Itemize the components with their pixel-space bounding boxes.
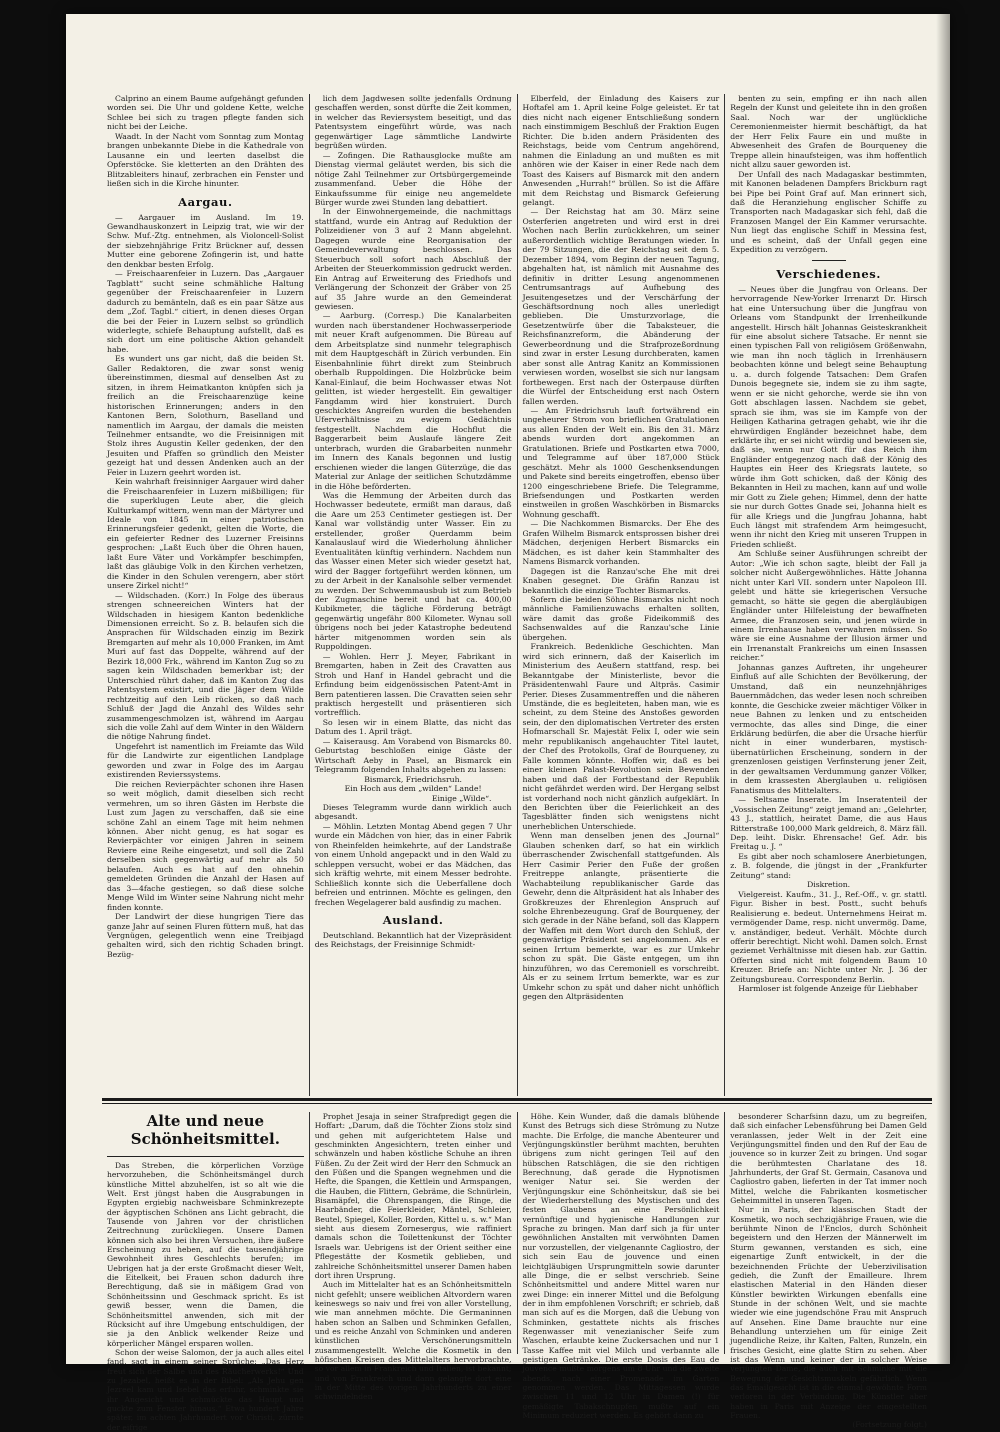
article-text: Waadt. In der Nacht vom Sonntag zum Montag brangen unbekannte Diebe in die Kathedrale von Lausanne ein und leerten daselbst die Opferstöcke. Sie kletterten an den Drähten des Blitzableiters hinauf, zerbrachen ein Fenster und ließen sich in die Kirche hinunter.	[107, 131, 304, 189]
article-text: — Seltsame Inserate. Im Inseratenteil der „Vossischen Zeitung“ zeigt jemand an: „Gelehrter, 43 J., stattlich, heiratet Dame, die aus Haus Ritterstraße 100,000 Mark geldreich, 8. März fäll. Dep. leiht. Diskr. Ehrensache! Gef. Adr. bis Freitag u. J. “	[730, 795, 927, 852]
article-text: Wenn man denselben jenen des „Journal“ Glauben schenken darf, so hat ein wirklich überraschender Zwischenfall stattgefunden. Als Herr Casimir Perier den Fuße der großen Freitreppe anlangte, präsentierte die Wachabteilung republikanischer Garde das Gewehr, denn die Altpräsident hat als Inhaber des Großkreuzes der Ehrenlegion Anspruch auf solche Ehrenbezeugung. Graf de Bourqueney, der sich gerade in der Nähe befand, soll das Klappern der Waffen mit dem Wort durch den Schluß, der gegenwärtige Präsident sei angekommen. Als er seinen Irrtum bemerkte, war es zur Umkehr schon zu spät. Die Gäste entgegen, um ihn hinzuführen, wo das Ceremoniell es vorschreibt. Als er zu seinem Irrtum bemerkte, war es zur Umkehr schon zu spät und daher nicht unhöflich gegen den Altpräsidenten	[522, 831, 720, 1002]
article-text: Dagegen ist die Ranzau'sche Ehe mit drei Knaben gesegnet. Die Gräfin Ranzau ist bekanntlich die einzige Tochter Bismarcks.	[522, 566, 720, 595]
article-text: Der Landwirt der diese hungrigen Tiere das ganze Jahr auf seinen Fluren füttern muß, hat das Vergnügen, gelegentlich wenn eine Treibjagd gehalten wird, sich den richtig Schaden bringt. Bezüg-	[107, 912, 304, 959]
article-text: — Möhlin. Letzten Montag Abend gegen 7 Uhr wurde ein Mädchen von hier, das in einer Fabrik von Rheinfelden heimkehrte, auf der Landstraße von einem Unhold angepackt und in den Wald zu schleppen versucht, wobei er das Mädchen, das sich kräftig wehrte, mit einem Messer bedrohte. Schließlich konnte sich die Ueberfallene doch befreien und entrinnen. Möchte es gelingen, den frechen Wegelagerer bald ausfindig zu machen.	[314, 821, 512, 907]
feuilleton-rule	[102, 1098, 932, 1101]
column-1	[102, 94, 309, 1096]
article-text: — Die Nachkommen Bismarcks. Der Ehe des Grafen Wilhelm Bismarck entsprossen bisher drei Mädchen, derjenigen Herbert Bismarcks ein Mädchen, es ist daher kein Stammhalter des Namens Bismarck vorhanden.	[522, 519, 720, 567]
article-text: Am Schluße seiner Ausführungen schreibt der Autor: „Wie ich schon sagte, bleibt der Fall ja solcher nicht Außergewöhnliches. Hätte Johanna nicht unter Karl VII. sondern unter Napoleon III. gelebt und hätte sie kriegerischen Versuche gemacht, so hätte sie gegen die abergläubigen Engländer unter Hilfeleistung der bewaffneten Armee, die Franzosen sein, und jenen würde in einem Irrenhause haben verwahren müssen. So wäre sie eine Ausnahme der Illusion ärmer und ein Irrenanstalt Frankreichs um einen Insassen reicher.“	[730, 549, 927, 663]
article-text: In der Einwohnergemeinde, die nachmittags stattfand, wurde ein Antrag auf Reduktion der Polizeidiener von 3 auf 2 Mann abgelehnt. Dagegen wurde eine Reorganisation der Gemeindeverwaltung beschlossen. Das Steuerbuch soll sofort nach Abschluß der Arbeiten der Steuerkommission gedruckt werden. Ein Antrag auf Erweiterung des Friedhofs und Verlängerung der Schonzeit der Gräber von 25 auf 35 Jahre wurde an den Gemeinderat gewiesen.	[314, 207, 512, 311]
column-4	[724, 94, 932, 1096]
article-text: Frankreich. Bedenkliche Geschichten. Man wird sich erinnern, daß der Kaiserlich im Ministerium des Aeußern stattfand, resp. bei Bekanntgabe der Ministerliste, bevor die Präsidentenwahl Faure und Altpräs. Casimir Perier. Dieses Zusammentreffen und die näheren Umstände, die es begleiteten, haben man, wie es scheint, zu dem Steine des Anstoßes geworden sein, der den diplomatischen Vertreter des ersten Hofmarschall Sr. Majestät Felix I, oder wie sein mehr republikanisch angehauchter Titel lautet, der Chef des Protokolls, Graf de Bourqueney, zu Falle kommen könnte. Hoffen wir, daß es bei einer kleinen Palast-Revolution sein Bewenden haben und daß der Fortbestand der Republik nicht gefährdet werden wird. Der Hergang selbst ist vorderhand noch nicht gänzlich aufgeklärt. In den Berichten über die Feierlichkeit an des Tagesblätter finden sich wenigstens nicht unerheblichen Unterschiede.	[522, 642, 720, 831]
article-text: Nur in Paris, der klassischen Stadt der Kosmetik, wo noch sechzigjährige Frauen, wie die berühmte Ninon de l'Enclos, durch Schönheit begeistern und den Herzen der Männerwelt im Sturm gewannen, verstanden es sich, eine eigenartige Zunft entwickelt, in der die bezeichnenden Früchte der Ueberzivilisation gedieh, die Zunft der Emailleure. Ihrem elastischen Material in den Händen dieser Künstler bewirkten Wirkungen ebenfalls eine Stunde in der schönen Welt, und sie machte wieder wie eine jugendschöne Frau mit Anspruch auf Ansehen. Eine Dame brauchte nur eine Behandlung unterziehen um für einige Zeit jugendliche Reize, ihr Kalten, Falten, Runzeln, ein frisches Gesicht, eine glatte Stirn zu sehen. Aber ist das Wenn und keiner der in solcher Weise verjüngten Dame, die auch mit Schminke mit die Bewegung der Gesichtsmuskeln gefährlich. Wenn das Emailgesicht ist in die einmal gewöhnte Form verloren in der Verbindung. Die Künstler aber haben in Paris mit Anzeige der eingestellten Frauen.	[730, 1205, 927, 1420]
section-heading-ausland: Ausland.	[382, 912, 444, 927]
article-text: benten zu sein, empfing er ihn nach allen Regeln der Kunst und geleitete ihn in den großen Saal. Noch war der unglückliche Ceremonienmeister hiermit beschäftigt, da hat der Herr Felix Faure ein und mußte in Abwesenheit des Grafen de Bourqueney die Treppe allein hinaufsteigen, was ihm hoffentlich nicht allzu sauer geworden ist.	[730, 94, 927, 170]
feuilleton-rule-thin	[102, 1103, 932, 1104]
article-text: Das Streben, die körperlichen Vorzüge hervorzuheben, die Schönheitsmängel durch künstliche Mittel abzuhelfen, ist so alt wie die Welt. Erst jüngst haben die Ausgrabungen in Egypten ergiebig nachweisbare Schminkrezepte der ägyptischen Schönen ans Licht gebracht, die Tausende von Jahren vor der christlichen Zeitrechnung zurückliegen. Unsere Damen können sich also bei ihren Versuchen, ihre äußere Erscheinung zu heben, auf die tausendjährige Gewohnheit ihres Geschlechts berufen; im Uebrigen hat ja der erste Großmacht dieser Welt, die Eitelkeit, bei Frauen schon dadurch ihre Berechtigung, daß sie in mäßigem Grad von Schönheitssinn und Geschmack spricht. Es ist gewiß besser, wenn die Damen, die Schönheitsmittel anwenden, sich mit der Rücksicht auf ihre Umgebung entschuldigen, der sie ja den Anblick welkender Reize und körperlicher Mängel ersparen wollen.	[107, 1161, 304, 1348]
article-text: Calprino an einem Baume aufgehängt gefunden worden sei. Die Uhr und goldene Kette, welche Schlee bei sich zu tragen pflegte fanden sich nicht bei der Leiche.	[107, 94, 304, 132]
article-text: Es wundert uns gar nicht, daß die beiden St. Galler Redaktoren, die zwar sonst wenig übereinstimmen, diesmal auf denselben Ast zu sitzen, in ihrem Heimatkanton knüpfen sich ja freilich an die Freischaarenzüge keine historischen Erinnerungen; anders in den Kantonen Bern, Solothurn, Baselland und namentlich im Aargau, der damals die meisten Teilnehmer entsandte, wo die Freisinnigen mit Stolz ihres Augustin Keller gedenken, der den Jesuiten und Pfaffen so gründlich den Meister gezeigt hat und dessen Andenken auch an der Feier in Luzern geehrt worden ist.	[107, 354, 304, 477]
article-text: — Aargauer im Ausland. Im 19. Gewandhauskonzert in Leipzig trat, wie wir der Schw. Muf.-Ztg. entnehmen, als Violoncell-Solist der siebzehnjährige Fritz Brückner auf, dessen Mutter eine geborene Zofingerin ist, und hatte den denkbar besten Erfolg.	[107, 212, 304, 269]
section-divider	[812, 260, 846, 261]
article-text: Harmloser ist folgende Anzeige für Liebhaber	[738, 984, 918, 994]
article-text: — Freischaarenfeier in Luzern. Das „Aargauer Tagblatt“ sucht seine schmähliche Haltung gegenüber der Freischaarenfeier in Luzern dadurch zu bemänteln, daß es ein paar Sätze aus dem „Zof. Tagbl.“ citiert, in denen dieses Organ die bei der Feier in Luzern selbst so gründlich widerlegte, schiefe Behauptung aufstellt, daß es sich dort um eine politische Aktion gehandelt habe.	[107, 269, 304, 354]
page-edge-shadow	[936, 14, 950, 1364]
feuilleton-columns	[102, 1112, 932, 1432]
feuilleton-column-3	[517, 1112, 725, 1420]
article-text: Ungefehrt ist namentlich im Freiamte das Wild für die Landwirte zur eigentlichen Landplage geworden und zwar in Folge des im Aargau existirenden Revierssystems.	[107, 741, 304, 780]
feuilleton-title-box	[107, 1112, 304, 1157]
article-text: Höhe. Kein Wunder, daß die damals blühende Kunst des Betrugs sich diese Strömung zu Nutze machte. Die Erfolge, die manche Abenteurer und Verjüngungskünstler berühmt machten, beruhten übrigens zum nicht geringen Teil auf den hübschen Ratschlägen, die sie den richtigen Berechnung, daß gerade die Hypnotismen weniger Natur sei. Sie werden der Verjüngungskur eine Schönheitskur, daß sie bei der Wiederherstellung des Mystischen und des festen Glaubens an eine Persönlichkeit vernünftige und hygienische Handlungen zur Sprache zu bringen. Man darf sich ja für unter gewöhnlichen Anstalten mit verwöhnten Damen nur vorzustellen, der vielgenannte Cagliostro, der sich sein Eau de jouvence und einen leichtgläubigen Ursprungmitteln sowie darunter alle Dinge, die er selbst verschrieb. Seine Schönheitsmittel und andere Mittel waren nur zwei Dinge: ein innerer Mittel und die Befolgung der in ihm empfohlenen Vorschrift; er schrieb, daß man sich auf es die Morgen, daß die Uebung von Schminken, gestattete nichts als frisches Regenwasser mit venezianischer Seife zum Waschen, erlaubte keine Zuckersachen und nur 1 Tasse Kaffee mit viel Milch und verbannte alle geistigen Getränke. Die erste Dosis des Eau de jouvence mußte morgens um 8 Uhr und die zweite abends, nach einer Promenade im Garten genommen werden. Das Mittagessen wurde zwischen 11 und 12 Uhr in Damen (!) für gemäßigte Tabakschnupfen mußte auf ein Minimum reduziert werden. Es gehört dann zu	[522, 1112, 720, 1420]
article-text: — Der Reichstag hat am 30. März seine Osterferien angetreten und wird erst in drei Wochen nach Berlin zurückkehren, um seiner außerordentlich wichtige Beratungen wieder. In der 79 Sitzungen, die der Reichstag seit dem 5. Dezember 1894, vom Beginn der neuen Tagung, abgehalten hat, ist nämlich mit Ausnahme des definitiv in dritter Lesung angenommenen Centrumsantrags auf Aufhebung des Jesuitengesetzes und der Verschärfung der Geschäftsordnung noch alles unerledigt geblieben. Die Umsturzvorlage, die Gesetzentwürfe über die Tabaksteuer, die Reichsfinanzreform, die Abänderung der Gewerbeordnung und die Strafprozeßordnung sind zwar in erster Lesung durchberaten, kamen aber sonst alle Antrag Kanitz an Kommissionen verwiesen worden, woselbst sie sich nur langsam fortbewegen. Erst nach der Osterpause dürften die Würfel der Entscheidung erst nach Ostern fallen werden.	[522, 207, 720, 406]
article-text: Johannas ganzes Auftreten, ihr ungeheurer Einfluß auf alle Schichten der Bevölkerung, der Umstand, daß ein neunzehnjähriges Bauernmädchen, das weder lesen noch schreiben konnte, die Geschicke zweier mächtiger Völker in neue Bahnen zu lenken und zu entscheiden vermochte, das alles sind Dinge, die einer Erklärung bedürfen, die aber die Ursache hierfür nicht in einer wunderbaren, mystisch-übernatürlichen Erscheinung, sondern in der grenzenlosen geistigen Verfinsterung jener Zeit, in der gewaltsamen Verdummung ganzer Völker, in dem krassesten Aberglauben u. religiösen Fanatismus des Mittelalters.	[730, 662, 927, 795]
section-heading-verschiedenes: Verschiedenes.	[776, 266, 881, 281]
telegram-signature: Einige „Wilde“.	[431, 793, 492, 803]
article-text: lich dem Jagdwesen sollte jedenfalls Ordnung geschaffen werden, sonst dürfte die Zeit kommen, in welcher das Reviersystem beseitigt, und das Patentsystem eingeführt würde, was nach gegenwärtiger Lage sämmtliche Landwirte begrüßen würden.	[314, 94, 512, 151]
feuilleton-column-1	[102, 1112, 309, 1432]
article-text: Deutschland. Bekanntlich hat der Vizepräsident des Reichstags, der Freisinnige Schmidt-	[314, 930, 512, 950]
ad-heading: Diskretion.	[807, 880, 851, 890]
article-text: Sofern die beiden Söhne Bismarcks nicht noch männliche Familienzuwachs erhalten sollten, wäre damit das große Fideikommiß des Sachsenwaldes auf die Ranzau'sche Linie übergehen.	[522, 595, 720, 642]
article-text: Schon der weise Salomon, der ja auch alles eitel fand, sagt in einem seiner Sprüche: „Das Herz freut sich der Salbe und des Räucherwerks!“ Und zu Jezabel, heißt es in der Bibel: „Als Jehu gen Jezreel kam und Isebel das erfuhr, schminkte sie ihr Angesicht und schmückte das Haupt und guckte zum Fenster hinaus.“ Etwa hundert Jahre später, im achten Jahrhundert vor Christi, zürnte der eifrige	[107, 1347, 304, 1432]
article-text: Prophet Jesaja in seiner Strafpredigt gegen die Hoffart: „Darum, daß die Töchter Zions stolz sind und gehen mit aufgerichtetem Halse und geschminkten Angesichtern, treten einher und schwänzeln und haben köstliche Schuhe an ihren Füßen. Zu der Zeit wird der Herr den Schmuck an den Füßen und die Spangen wegnehmen und die Hefte, die Spangen, die Kettlein und Armspangen, die Hauben, die Flittern, Gebräme, die Schnürlein, Bisamäpfel, die Ohrenspangen, die Ringe, die Haarbänder, die Feierkleider, Mäntel, Schleier, Beutel, Spiegel, Koller, Borden, Kittel u. s. w.“ Man sieht aus diesem Zornesergus, wie raffiniert damals schon die Toilettenkunst der Töchter Israels war. Uebrigens ist der Orient seither eine Pflegestätte der Kosmetik geblieben, und zahlreiche Schönheitsmittel unserer Damen haben dort ihren Ursprung.	[314, 1112, 512, 1280]
article-text: — Wildschaden. (Korr.) In Folge des überaus strengen schneereichen Winters hat der Wildschaden in hiesigem Kanton bedenkliche Dimensionen erreicht. So z. B. belaufen sich die Ansprachen für Wildschaden einzig im Bezirk Bremgarten auf mehr als 10,000 Franken, im Amt Muri auf fast das Doppelte, während auf der Bezirk 18,000 Frk., während im Kanton Zug so zu sagen kein Wildschaden bemerkbar ist; der Unterschied rührt daher, daß im Kanton Zug das Patentsystem existirt, und die Jäger dem Wilde rechtzeitig auf den Leib rücken, so daß nach Schluß der Jagd die Anzahl des Wildes sehr zusammengeschmolzen ist, während im Aargau sich die volle Zahl auf dem Winter in den Wäldern die nötige Nahrung findet.	[107, 590, 304, 742]
article-text: — Am Friedrichsruh lauft fortwährend ein ungeheurer Strom von brieflichen Gratulationen aus allen Enden der Welt ein. Bis den 31. März abends wurden dort angekommen an Gratulationen. Briefe und Postkarten etwa 7000, und Telegramme auf über 187,000 Stück geschätzt. Mehr als 1000 Geschenksendungen und Pakete sind bereits eingetroffen, ebenso über 1200 eingeschriebene Briefe. Die Telegramme, Briefsendungen und Postkarten werden einstweilen in großen Waschkörben in Bismarcks Wohnung geschafft.	[522, 405, 720, 519]
news-columns	[102, 94, 932, 1096]
column-2	[309, 94, 517, 1096]
article-text: So lesen wir in einem Blatte, das nicht das Datum des 1. April trägt.	[314, 717, 512, 737]
newspaper-page	[66, 14, 950, 1432]
telegram-address: Bismarck, Friedrichsruh.	[364, 774, 462, 784]
continuation-note: (Fortsetzung folgt.)	[852, 1420, 927, 1430]
article-text: Was die Hemmung der Arbeiten durch das Hochwasser bedeutete, ermißt man daraus, daß die Aare um 253 Centimeter gestiegen ist. Der Kanal war vollständig unter Wasser. Ein zu erstellender, großer Querdamm beim Kanalauslauf wird die Wiederholung ähnlicher Eventualitäten künftig verhindern. Nachdem nun das Wasser einen Meter sich wieder gesetzt hat, wird der Bagger fortgeführt werden können, um zu der Arbeit in der Kanalsohle selber vermendet zu werden. Der Schwemmausbub ist zum Betrieb der Zugmaschine bereit und hat ca. 400,00 Kubikmeter, die tägliche Förderung beträgt gegenwärtig ungefähr 800 Kilometer. Wynau soll übrigens noch bei jeder Katastrophe bedeutend härter mitgenommen worden sein als Ruppoldingen.	[314, 491, 512, 652]
article-text: Kein wahrhaft freisinniger Aargauer wird daher die Freischaarenfeier in Luzern mißbilligen; für die superklugen Leute aber, die gleich Kulturkampf wittern, wenn man der Märtyrer und Ideale von 1845 in einer patriotischen Erinnerungsfeier gedenkt, gelten die Worte, die ein gefeierter Redner des Luzerner Freisinns gesprochen: „Laßt Euch über die Ohren hauen, laßt Eure Väter und Vorkämpfer beschimpfen, laßt das gläubige Volk in den Kirchen verhetzen, die Kinder in den Schulen verengern, aber stört unsere Zirkel nicht!“	[107, 477, 304, 591]
article-text: Die reichen Revierpächter schonen ihre Hasen so weit möglich, damit dieselben sich recht vermehren, um so ihren Gästen im Herbste die Lust zum Jagen zu verschaffen, daß sie eine schöne Zahl an einem Tage mit heim nehmen können. Aber nicht genug, es hat sogar es Revierpächter vor einigen Jahren in seinem Reviere eine Reihe eingesetzt, und soll die Zahl derselben sich gegenwärtig auf mehr als 50 belaufen. Auch es hat auf den ohnehin gemeldeten Gründen die Anzahl der Hasen auf das 3—4fache gestiegen, so daß diese solche Menge Wild im Winter seine Nahrung nicht mehr finden konnte.	[107, 779, 304, 912]
article-text: — Zofingen. Die Rathausglocke mußte am Dienstag viermal geläutet werden, bis sich die nötige Zahl Teilnehmer zur Ortsbürgergemeinde zusammenfand. Ueber die Höhe der Einkaufssumme für einige neu angemeldete Bürger wurde zwei Stunden lang debattiert.	[314, 150, 512, 207]
article-text: — Aarburg. (Corresp.) Die Kanalarbeiten wurden nach überstandener Hochwasserperiode mit neuer Kraft aufgenommen. Die Büreau auf dem Arbeitsplatze sind nunmehr telegraphisch mit dem Hauptgeschäft in Zürich verbunden. Ein Eisenbahnlinie führt direkt zum Steinbruch oberhalb Ruppoldingen. Die Holzbrücke beim Kanal-Einlauf, die beim Hochwasser etwas Not gelitten, ist wieder hergestellt. Ein gewaltiger Fangdamm wird hier konstruiert. Durch geschicktes Angreifen wurden die bestehenden Uferverhältnisse zu ewigem Gedächtnis festgestellt. Nachdem die Hochflut die Baggerarbeit beim Auslaufe längere Zeit unterbrach, wurden die Grabarbeiten nunmehr im Innern des Kanals begonnen und lustig erschienen wieder die langen Güterzüge, die das Material zur Anlage der seitlichen Schutzdämme in die Höhe beförderten.	[314, 311, 512, 491]
article-text: — Kaiserausg. Am Vorabend von Bismarcks 80. Geburtstag beschloßen einige Gäste der Wirtschaft Aeby in Pasel, an Bismarck ein Telegramm folgenden Inhalts abgehen zu lassen:	[314, 736, 512, 775]
feuilleton-column-2	[309, 1112, 517, 1402]
feuilleton-title: Alte und neue Schönheitsmittel.	[130, 1112, 280, 1148]
article-text: Vielgereist. Kaufm., 31. J., Ref.-Off., v. gr. stattl. Figur. Bisher in best. Postt., sucht behufs Realisierung e. bedeut. Unternehmens Heirat m. vermögender Dame, resp. nicht unvermög. Dame, v. anständiger, bedeut. Verhält. Möchte durch offerir berechtigt. Nicht wohl. Damen solch. Ernst geziemet Verhältnisse mit diesen hab. zur Gattin. Offerten sind nicht mit folgendem Baum 10 Kreuzer. Briefe an: Nichte unter Nr. J. 36 der Zeitungsbureau. Correspondenz Berlin.	[730, 889, 927, 984]
article-text: Der Unfall des nach Madagaskar bestimmten, mit Kanonen beladenen Dampfers Brickburn ragt bei Pipe bei Point Graf auf. Man erinnert sich, daß die Heranziehung englischer Schiffe zu Transporten nach Madagaskar sich fehl, daß die Franzosen Mangel der Ein Kammer verursachte. Nun liegt das englische Schiff in Messina fest, und es scheint, daß der Unfall gegen eine Expedition zu verzögern.	[730, 169, 927, 255]
article-text: Auch im Mittelalter hat es an Schönheitsmitteln nicht gefehlt; unsere weiblichen Altvordern waren keineswegs so naiv und frei von aller Vorstellung, wie man annehmen möchte. Die Germaninnen haben schon an Salben und Schminken Gefallen, und es reiche Anzahl von Schminken und anderen künstlichen Verschönerungsmitteln zusammengestellt. Welche die Kosmetik in den höfischen Kreisen des Mittelalters hervorbrachte, so vor allem in Frankreich und Italien, ist bekannt; und von Frankreich und dann gelangte dort eine in der Mitte des vorigen Jahrhunderts zu einer schwindelnden	[314, 1280, 512, 1402]
article-text: Es gibt aber noch schamlosere Anerbietungen, z. B. folgende, die jüngst in der „Frankfurter Zeitung“ stand:	[730, 851, 927, 880]
article-text: — Neues über die Jungfrau von Orleans. Der hervorragende New-Yorker Irrenarzt Dr. Hirsch hat eine Untersuchung über die Jungfrau von Orleans vom Standpunkt der Irrenheilkunde angestellt. Hirsch hält Johannas Geisteskrankheit für eine absolut sichere Tatsache. Er nennt sie einen typischen Fall von religiösem Größenwahn, wie man ihn noch täglich in Irrenhäusern beobachten könne und belegt seine Behauptung u. a. durch folgende Tatsachen: Dem Grafen Dunois begegnete sie, indem sie zu ihm sagte, wenn er sie nicht gehorche, werde sie ihn von Gott abschlagen lassen. Nachdem sie gebet, sprach sie ihm, was sie im Kampfe von der Heiligen Katharina getragen gehabt, wie ihr die ehrwürdigen Engländer bezeichnet habe, dem erklärte ihr, er sei nicht würdig und bewiesen sie, daß sie, wenn nur Gott für das Reich ihm Engländer entgegenzog nach daß der König des Hauptes ein Heer des Kriegsrats lautete, so würde ihm Gott schicken, daß der König des Bekannten in Heil zu machen, kann auf und wolle mir Gott zu Ziele gehen; Himmel, denn der hatte sie nur durch Gottes Gnade sei, Johanna hielt es für alle Kriegs und die Jungfrau Johanna, habt Euch längst mit strafendem Arm heimgesucht, wenn ihr nicht den Krieg mit unseren Truppen in Frieden schließt.	[730, 284, 927, 549]
article-text: besonderer Scharfsinn dazu, um zu begreifen, daß sich einfacher Lebensführung bei Damen Geld veranlassen, jeder Welt in der Zeit eine Verjüngungsmittel finden und den Ruf der Eau de jouvence so in kurzer Zeit zu bringen. Und sogar die berühmtesten Charlatane des 18. Jahrhunderts, der Graf St. Germain, Casanova und Cagliostro gaben, lieferten in der Tat immer noch Mittel, welche die Fabrikanten kosmetischer Geheimmittel in unseren Tagen.	[730, 1112, 927, 1206]
feuilleton-column-4	[724, 1112, 932, 1430]
article-text: — Wohlen. Herr J. Meyer, Fabrikant in Bremgarten, haben in Zeit des Cravatten aus Stroh und Hanf in Handel gebracht und die Erfindung beim eidgenössischen Patent-Amt in Bern patentieren lassen. Die Cravatten seien sehr praktisch hergestellt und präsentieren sich vortrefflich.	[314, 651, 512, 718]
column-3	[517, 94, 725, 1096]
article-text: Elberfeld, der Einladung des Kaisers zur Hoftafel am 1. April keine Folge geleistet. Er tat dies nicht nach eigener Entschließung sondern nach einstimmigem Beschluß der Fraktion Eugen Richter. Die b.iden andern Präsidenten des Reichstags, beide vom Centrum angehörend, nahmen die Einladung an und mußten es mit anhören wie der Kaiser in einer Rede nach dem Toast des Kaisers auf Bismarck mit den andern Anwesenden „Hurrah!“ brüllen. So ist die Affäre mit dem Reichstag und Bismarck Gefeierung gelangt.	[522, 94, 720, 207]
section-heading-aargau: Aargau.	[178, 194, 233, 209]
article-text: Dieses Telegramm wurde dann wirklich auch abgesandt.	[314, 802, 512, 822]
telegram-text: Ein Hoch aus dem „wilden“ Lande!	[344, 784, 482, 794]
